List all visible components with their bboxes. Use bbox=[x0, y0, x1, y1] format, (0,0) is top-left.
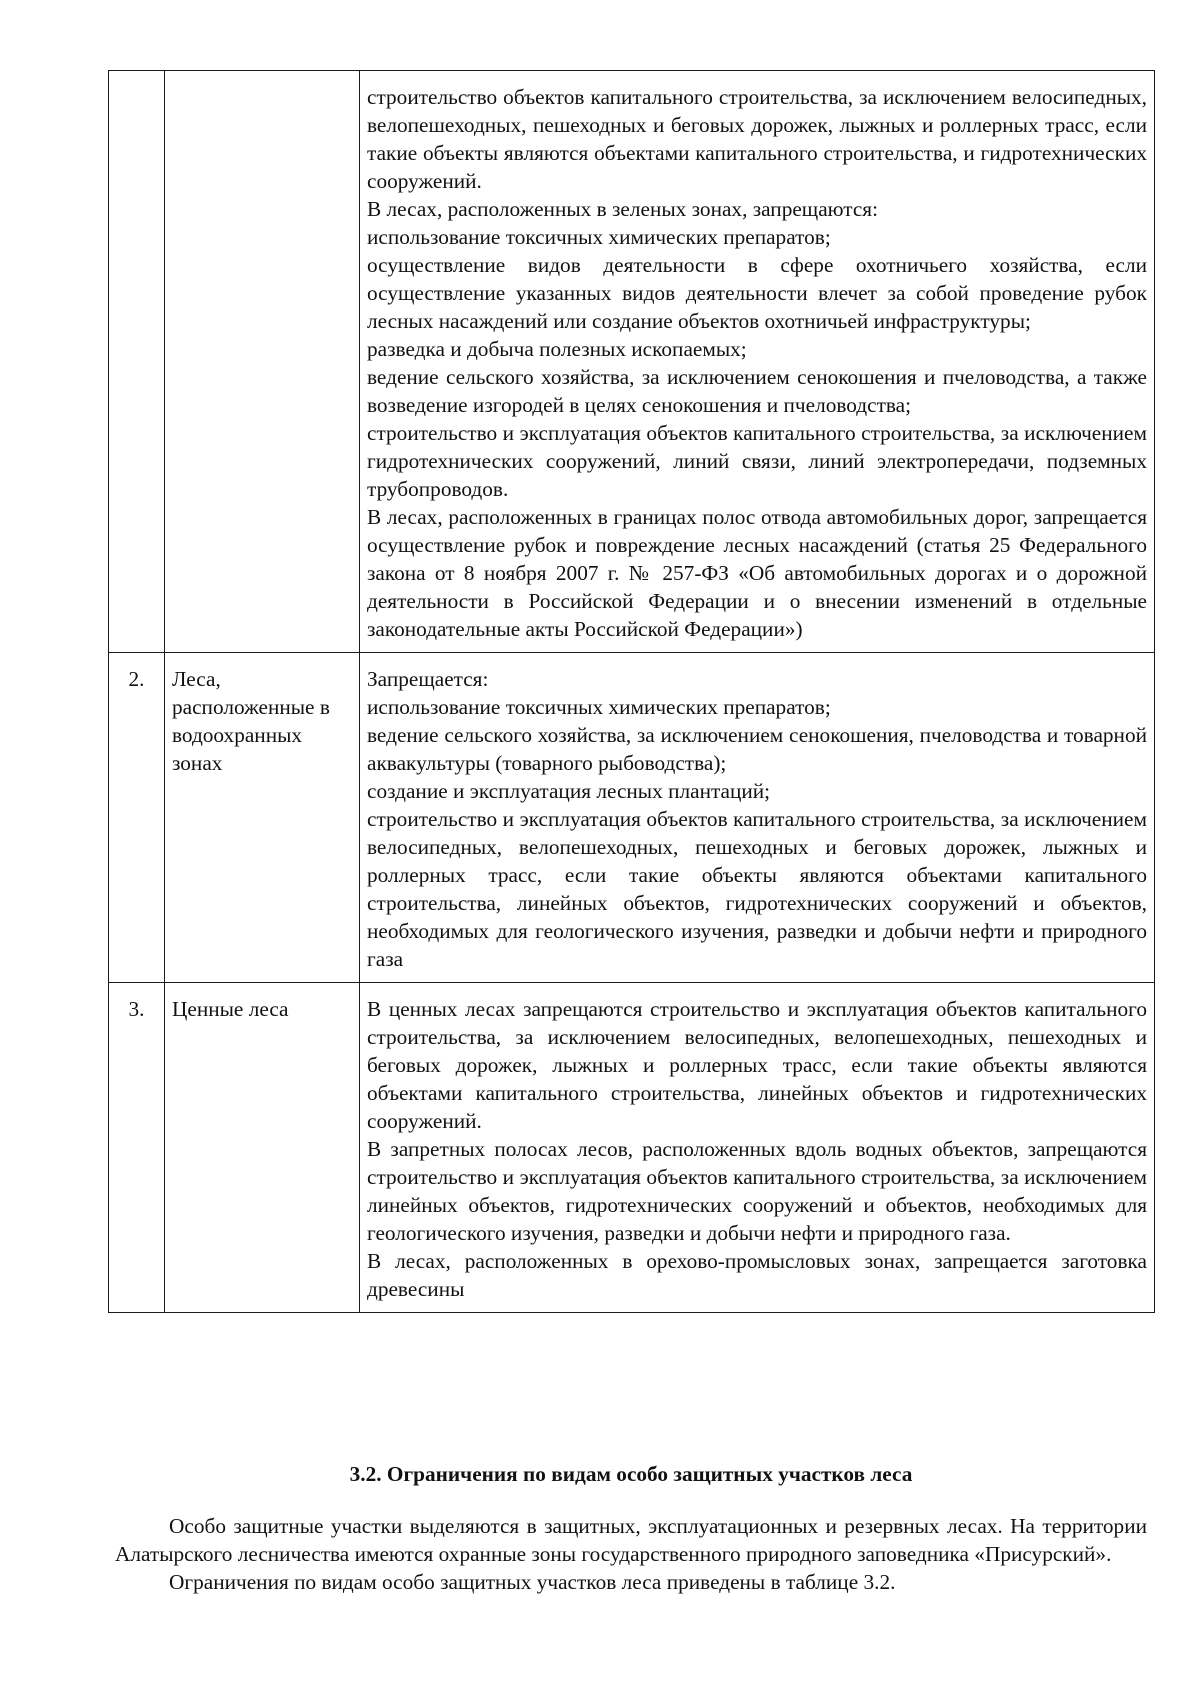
table-row bbox=[109, 71, 1155, 653]
row-name-cell bbox=[165, 71, 360, 653]
row-text-cell bbox=[360, 653, 1155, 983]
row-paragraph: Запрещается: bbox=[367, 667, 489, 691]
body-paragraph: Ограничения по видам особо защитных участков леса приведены в таблице 3.2. bbox=[169, 1570, 896, 1594]
row-text-cell bbox=[360, 983, 1155, 1313]
table-row bbox=[109, 983, 1155, 1313]
row-paragraph: В запретных полосах лесов, расположенных вдоль водных объектов, запрещаются строительство и эксплуатация объектов капитального строительства, за исключением линейных объектов, гидротехнических сооружений и объектов, необходимых для геологического изучения, разведки и добычи нефти и природного газа. bbox=[367, 1137, 1147, 1245]
row-paragraph: ведение сельского хозяйства, за исключением сенокошения, пчеловодства и товарной аквакультуры (товарного рыбоводства); bbox=[367, 723, 1147, 775]
row-paragraph: использование токсичных химических препаратов; bbox=[367, 225, 831, 249]
row-paragraph: создание и эксплуатация лесных плантаций; bbox=[367, 779, 771, 803]
section-title: 3.2. Ограничения по видам особо защитных участков леса bbox=[349, 1462, 913, 1486]
row-text-cell bbox=[360, 71, 1155, 653]
row-paragraph: В лесах, расположенных в орехово-промысловых зонах, запрещается заготовка древесины bbox=[367, 1249, 1147, 1301]
row-paragraph: В ценных лесах запрещаются строительство и эксплуатация объектов капитального строительства, за исключением велосипедных, велопешеходных, пешеходных и беговых дорожек, лыжных и роллерных трасс, если такие объекты являются объектами капитального строительства, линейных объектов и гидротехнических сооружений. bbox=[367, 997, 1147, 1133]
row-paragraph: В лесах, расположенных в границах полос отвода автомобильных дорог, запрещается осуществление рубок и повреждение лесных насаждений (статья 25 Федерального закона от 8 ноября 2007 г. № 257-ФЗ «Об автомобильных дорогах и о дорожной деятельности в Российской Федерации и о внесении изменений в отдельные законодательные акты Российской Федерации») bbox=[367, 505, 1147, 641]
row-paragraph: В лесах, расположенных в зеленых зонах, запрещаются: bbox=[367, 197, 879, 221]
table-row bbox=[109, 653, 1155, 983]
row-paragraph: ведение сельского хозяйства, за исключением сенокошения и пчеловодства, а также возведение изгородей в целях сенокошения и пчеловодства; bbox=[367, 365, 1147, 417]
row-number-cell: 2. bbox=[109, 653, 165, 983]
row-paragraph: осуществление видов деятельности в сфере охотничьего хозяйства, если осуществление указанных видов деятельности влечет за собой проведение рубок лесных насаждений или создание объектов охотничьей инфраструктуры; bbox=[367, 253, 1147, 333]
row-paragraph: строительство и эксплуатация объектов капитального строительства, за исключением велосипедных, велопешеходных, пешеходных и беговых дорожек, лыжных и роллерных трасс, если такие объекты являются объектами капитального строительства, линейных объектов, гидротехнических сооружений и объектов, необходимых для геологического изучения, разведки и добычи нефти и природного газа bbox=[367, 807, 1147, 971]
restrictions-table bbox=[108, 70, 1155, 1313]
row-paragraph: строительство объектов капитального строительства, за исключением велосипедных, велопешеходных, пешеходных и беговых дорожек, лыжных и роллерных трасс, если такие объекты являются объектами капитального строительства, и гидротехнических сооружений. bbox=[367, 85, 1147, 193]
row-paragraph: использование токсичных химических препаратов; bbox=[367, 695, 831, 719]
row-number-cell bbox=[109, 71, 165, 653]
row-number-cell: 3. bbox=[109, 983, 165, 1313]
row-paragraph: строительство и эксплуатация объектов капитального строительства, за исключением гидротехнических сооружений, линий связи, линий электропередачи, подземных трубопроводов. bbox=[367, 421, 1147, 501]
row-paragraph: разведка и добыча полезных ископаемых; bbox=[367, 337, 747, 361]
row-name-cell: Леса, расположенные в водоохранных зонах bbox=[165, 653, 360, 983]
section-body bbox=[115, 1512, 1147, 1596]
body-paragraph: Особо защитные участки выделяются в защитных, эксплуатационных и резервных лесах. На территории Алатырского лесничества имеются охранные зоны государственного природного заповедника «Присурский». bbox=[115, 1514, 1147, 1566]
row-name-cell: Ценные леса bbox=[165, 983, 360, 1313]
